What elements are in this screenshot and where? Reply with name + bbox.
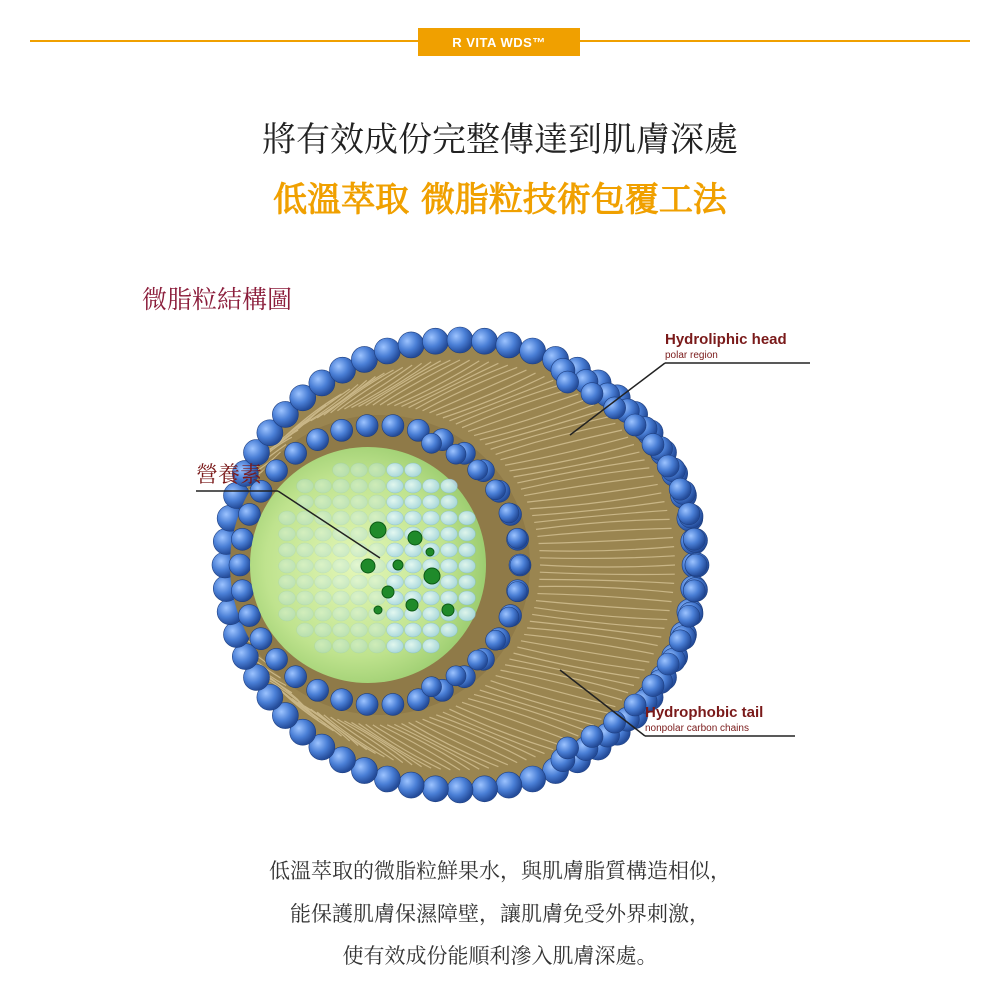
core-cell [333,463,350,477]
core-cell [333,495,350,509]
core-cell [387,511,404,525]
core-cell [297,527,314,541]
core-cell [405,479,422,493]
outer-head-sphere [496,772,522,798]
core-cell [333,591,350,605]
inner-head-sphere [382,693,404,715]
core-cell [441,527,458,541]
core-cell [423,511,440,525]
core-cell [315,639,332,653]
core-cell [405,559,422,573]
core-cell [315,495,332,509]
outer-head-sphere [351,346,377,372]
tail-label-title: Hydrophobic tail [645,704,764,721]
outer-head-sphere [669,478,691,500]
core-cell [315,623,332,637]
core-cell [441,479,458,493]
core-cell [369,639,386,653]
tail-label-subtitle: nonpolar carbon chains [645,723,749,734]
core-cell [297,543,314,557]
core-cell [315,575,332,589]
outer-head-sphere [374,338,400,364]
inner-head-sphere [285,666,307,688]
outer-head-sphere [604,711,626,733]
head-label-subtitle: polar region [665,350,718,361]
core-cell [297,623,314,637]
core-cell [297,607,314,621]
core-cell [405,639,422,653]
core-cell [297,479,314,493]
core-cell [387,543,404,557]
nutrient-particle [382,586,394,598]
inner-head-sphere [238,605,260,627]
headline-sub: 低溫萃取 微脂粒技術包覆工法 [273,180,727,220]
core-cell [441,623,458,637]
core-cell [279,575,296,589]
outer-head-sphere [642,433,664,455]
core-cell [441,511,458,525]
core-cell [297,559,314,573]
core-cell [351,623,368,637]
liposome-diagram [130,320,830,820]
core-cell [279,511,296,525]
core-cell [423,639,440,653]
inner-head-sphere [266,648,288,670]
core-cell [441,543,458,557]
core-cell [387,623,404,637]
core-cell [459,591,476,605]
core-cell [441,495,458,509]
headline-main: 將有效成份完整傳達到肌膚深處 [262,120,738,160]
core-cell [405,463,422,477]
core-cell [333,623,350,637]
core-cell [351,511,368,525]
core-cell [315,527,332,541]
inner-head-sphere [356,415,378,437]
nutrient-label: 營養素 [196,462,263,487]
nutrient-particle [406,599,418,611]
core-cell [333,559,350,573]
outer-head-sphere [657,653,679,675]
outer-head-sphere [520,766,546,792]
nutrient-particle [424,568,440,584]
top-rule-right [580,40,970,42]
outer-head-sphere [520,338,546,364]
core-cell [387,639,404,653]
outer-head-sphere [447,327,473,353]
core-cell [459,511,476,525]
outer-head-sphere [581,383,603,405]
core-cell [369,623,386,637]
inner-head-sphere [231,528,253,550]
brand-badge: R VITA WDS™ [418,28,580,56]
core-cell [279,527,296,541]
core-cell [387,479,404,493]
outer-head-sphere [447,777,473,803]
outer-head-sphere [472,328,498,354]
outer-head-sphere [683,528,705,550]
core-cell [387,607,404,621]
outer-head-sphere [422,776,448,802]
core-cell [315,559,332,573]
diagram-section-title: 微脂粒結構圖 [142,285,293,314]
core-cell [459,527,476,541]
core-cell [351,591,368,605]
nutrient-particle [374,606,382,614]
inner-head-sphere [422,433,442,453]
outer-head-sphere [557,371,579,393]
core-cell [279,543,296,557]
caption-line-3: 使有效成份能順利滲入肌膚深處。 [342,944,658,968]
core-cell [333,607,350,621]
inner-head-sphere [307,429,329,451]
nutrient-particle [370,522,386,538]
nutrient-particle [426,548,434,556]
outer-head-sphere [657,455,679,477]
caption-line-2: 能保護肌膚保濕障壁，讓肌膚免受外界刺激， [290,902,710,926]
core-cell [405,575,422,589]
core-cell [459,575,476,589]
top-rule-left [30,40,418,42]
outer-head-sphere [678,605,700,627]
core-cell [315,607,332,621]
core-cell [315,591,332,605]
core-cell [351,463,368,477]
inner-head-sphere [486,480,506,500]
core-cell [315,479,332,493]
core-cell [279,559,296,573]
inner-head-sphere [238,503,260,525]
nutrient-particle [361,559,375,573]
core-cell [387,463,404,477]
nutrient-particle [393,560,403,570]
inner-head-sphere [446,666,466,686]
core-cell [369,575,386,589]
nutrient-particle [442,604,454,616]
core-cell [297,575,314,589]
core-cell [369,495,386,509]
core-cell [315,543,332,557]
core-cell [459,543,476,557]
core-cell [279,591,296,605]
core-cell [459,559,476,573]
outer-head-sphere [398,772,424,798]
inner-head-sphere [507,528,527,548]
inner-head-sphere [507,582,527,602]
inner-head-sphere [468,460,488,480]
inner-head-sphere [422,677,442,697]
caption-line-1: 低溫萃取的微脂粒鮮果水，與肌膚脂質構造相似， [269,859,731,883]
core-cell [423,607,440,621]
outer-head-sphere [624,694,646,716]
core-cell [369,463,386,477]
outer-head-sphere [581,725,603,747]
core-cell [351,495,368,509]
core-cell [351,575,368,589]
core-cell [333,575,350,589]
core-cell [441,575,458,589]
core-cell [333,511,350,525]
nutrient-particle [408,531,422,545]
core-cell [405,511,422,525]
outer-head-sphere [678,503,700,525]
outer-head-sphere [685,554,707,576]
outer-head-sphere [472,776,498,802]
core-cell [423,495,440,509]
outer-head-sphere [422,328,448,354]
core-cell [423,623,440,637]
core-cell [441,591,458,605]
core-cell [387,495,404,509]
core-cell [423,479,440,493]
outer-head-sphere [398,332,424,358]
inner-head-sphere [510,555,530,575]
inner-head-sphere [231,580,253,602]
core-cell [333,479,350,493]
core-cell [423,527,440,541]
inner-head-sphere [468,650,488,670]
inner-head-sphere [285,442,307,464]
core-cell [297,495,314,509]
inner-head-sphere [266,460,288,482]
outer-head-sphere [557,737,579,759]
core-cell [459,607,476,621]
core-cell [351,607,368,621]
inner-head-sphere [499,607,519,627]
inner-head-sphere [382,415,404,437]
inner-head-sphere [307,679,329,701]
core-cell [441,559,458,573]
inner-head-sphere [331,419,353,441]
core-cell [369,543,386,557]
outer-head-sphere [496,332,522,358]
core-cell [315,511,332,525]
inner-head-sphere [356,693,378,715]
core-cell [405,495,422,509]
core-cell [351,527,368,541]
core-cell [333,543,350,557]
inner-head-sphere [486,630,506,650]
core-cell [405,623,422,637]
core-cell [333,639,350,653]
inner-head-sphere [331,689,353,711]
head-label-title: Hydroliphic head [665,331,787,348]
core-cell [351,479,368,493]
outer-head-sphere [642,675,664,697]
outer-head-sphere [624,414,646,436]
core-cell [387,527,404,541]
core-cell [297,591,314,605]
core-cell [369,479,386,493]
inner-head-sphere [499,503,519,523]
core-cell [423,591,440,605]
inner-head-sphere [446,444,466,464]
inner-head-sphere [229,554,251,576]
outer-head-sphere [669,630,691,652]
inner-head-sphere [250,628,272,650]
core-cell [351,639,368,653]
outer-head-sphere [374,766,400,792]
outer-head-sphere [683,580,705,602]
core-cell [279,607,296,621]
